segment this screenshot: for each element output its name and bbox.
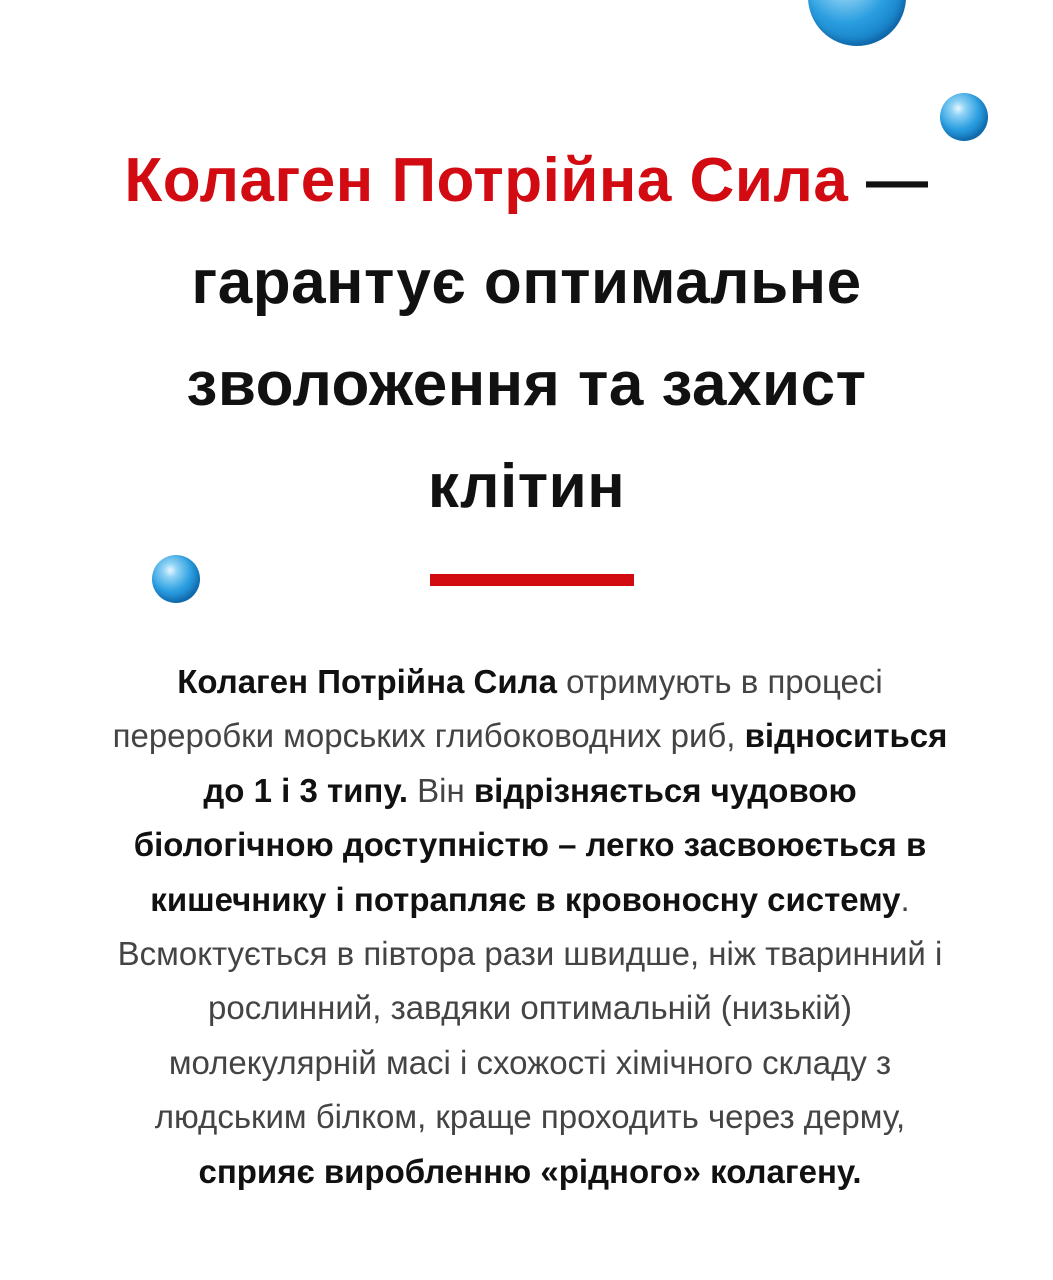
title-accent: Колаген Потрійна Сила <box>124 146 849 215</box>
page-title <box>80 130 973 538</box>
paragraph-highlight: відноситься до 1 і 3 типу. <box>203 717 948 809</box>
bubble-decoration-top <box>808 0 906 46</box>
bubble-decoration-left <box>152 555 200 603</box>
product-name: Колаген Потрійна Сила <box>177 663 557 700</box>
paragraph-highlight: сприяє виробленню «рідного» колагену. <box>198 1152 862 1190</box>
title-rest: — гарантує оптимальне зволоження та захист клітин <box>186 146 929 521</box>
paragraph-text: отримують в процесі переробки морських глибоководних риб, <box>112 663 883 755</box>
paragraph-text: . Всмоктується в півтора рази швидше, ніж тваринний і рослинний, завдяки оптимальній (низькій) молекулярній масі і схожості хімічного складу з людським білком, краще проходить через дерму, <box>117 880 943 1136</box>
title-divider <box>430 574 634 586</box>
paragraph-highlight: відрізняється чудовою біологічною доступністю – легко засвоюється в кишечнику і потрапляє в кровоносну систему <box>133 771 927 918</box>
description-paragraph <box>100 655 960 1199</box>
paragraph-text: Він <box>407 771 474 809</box>
